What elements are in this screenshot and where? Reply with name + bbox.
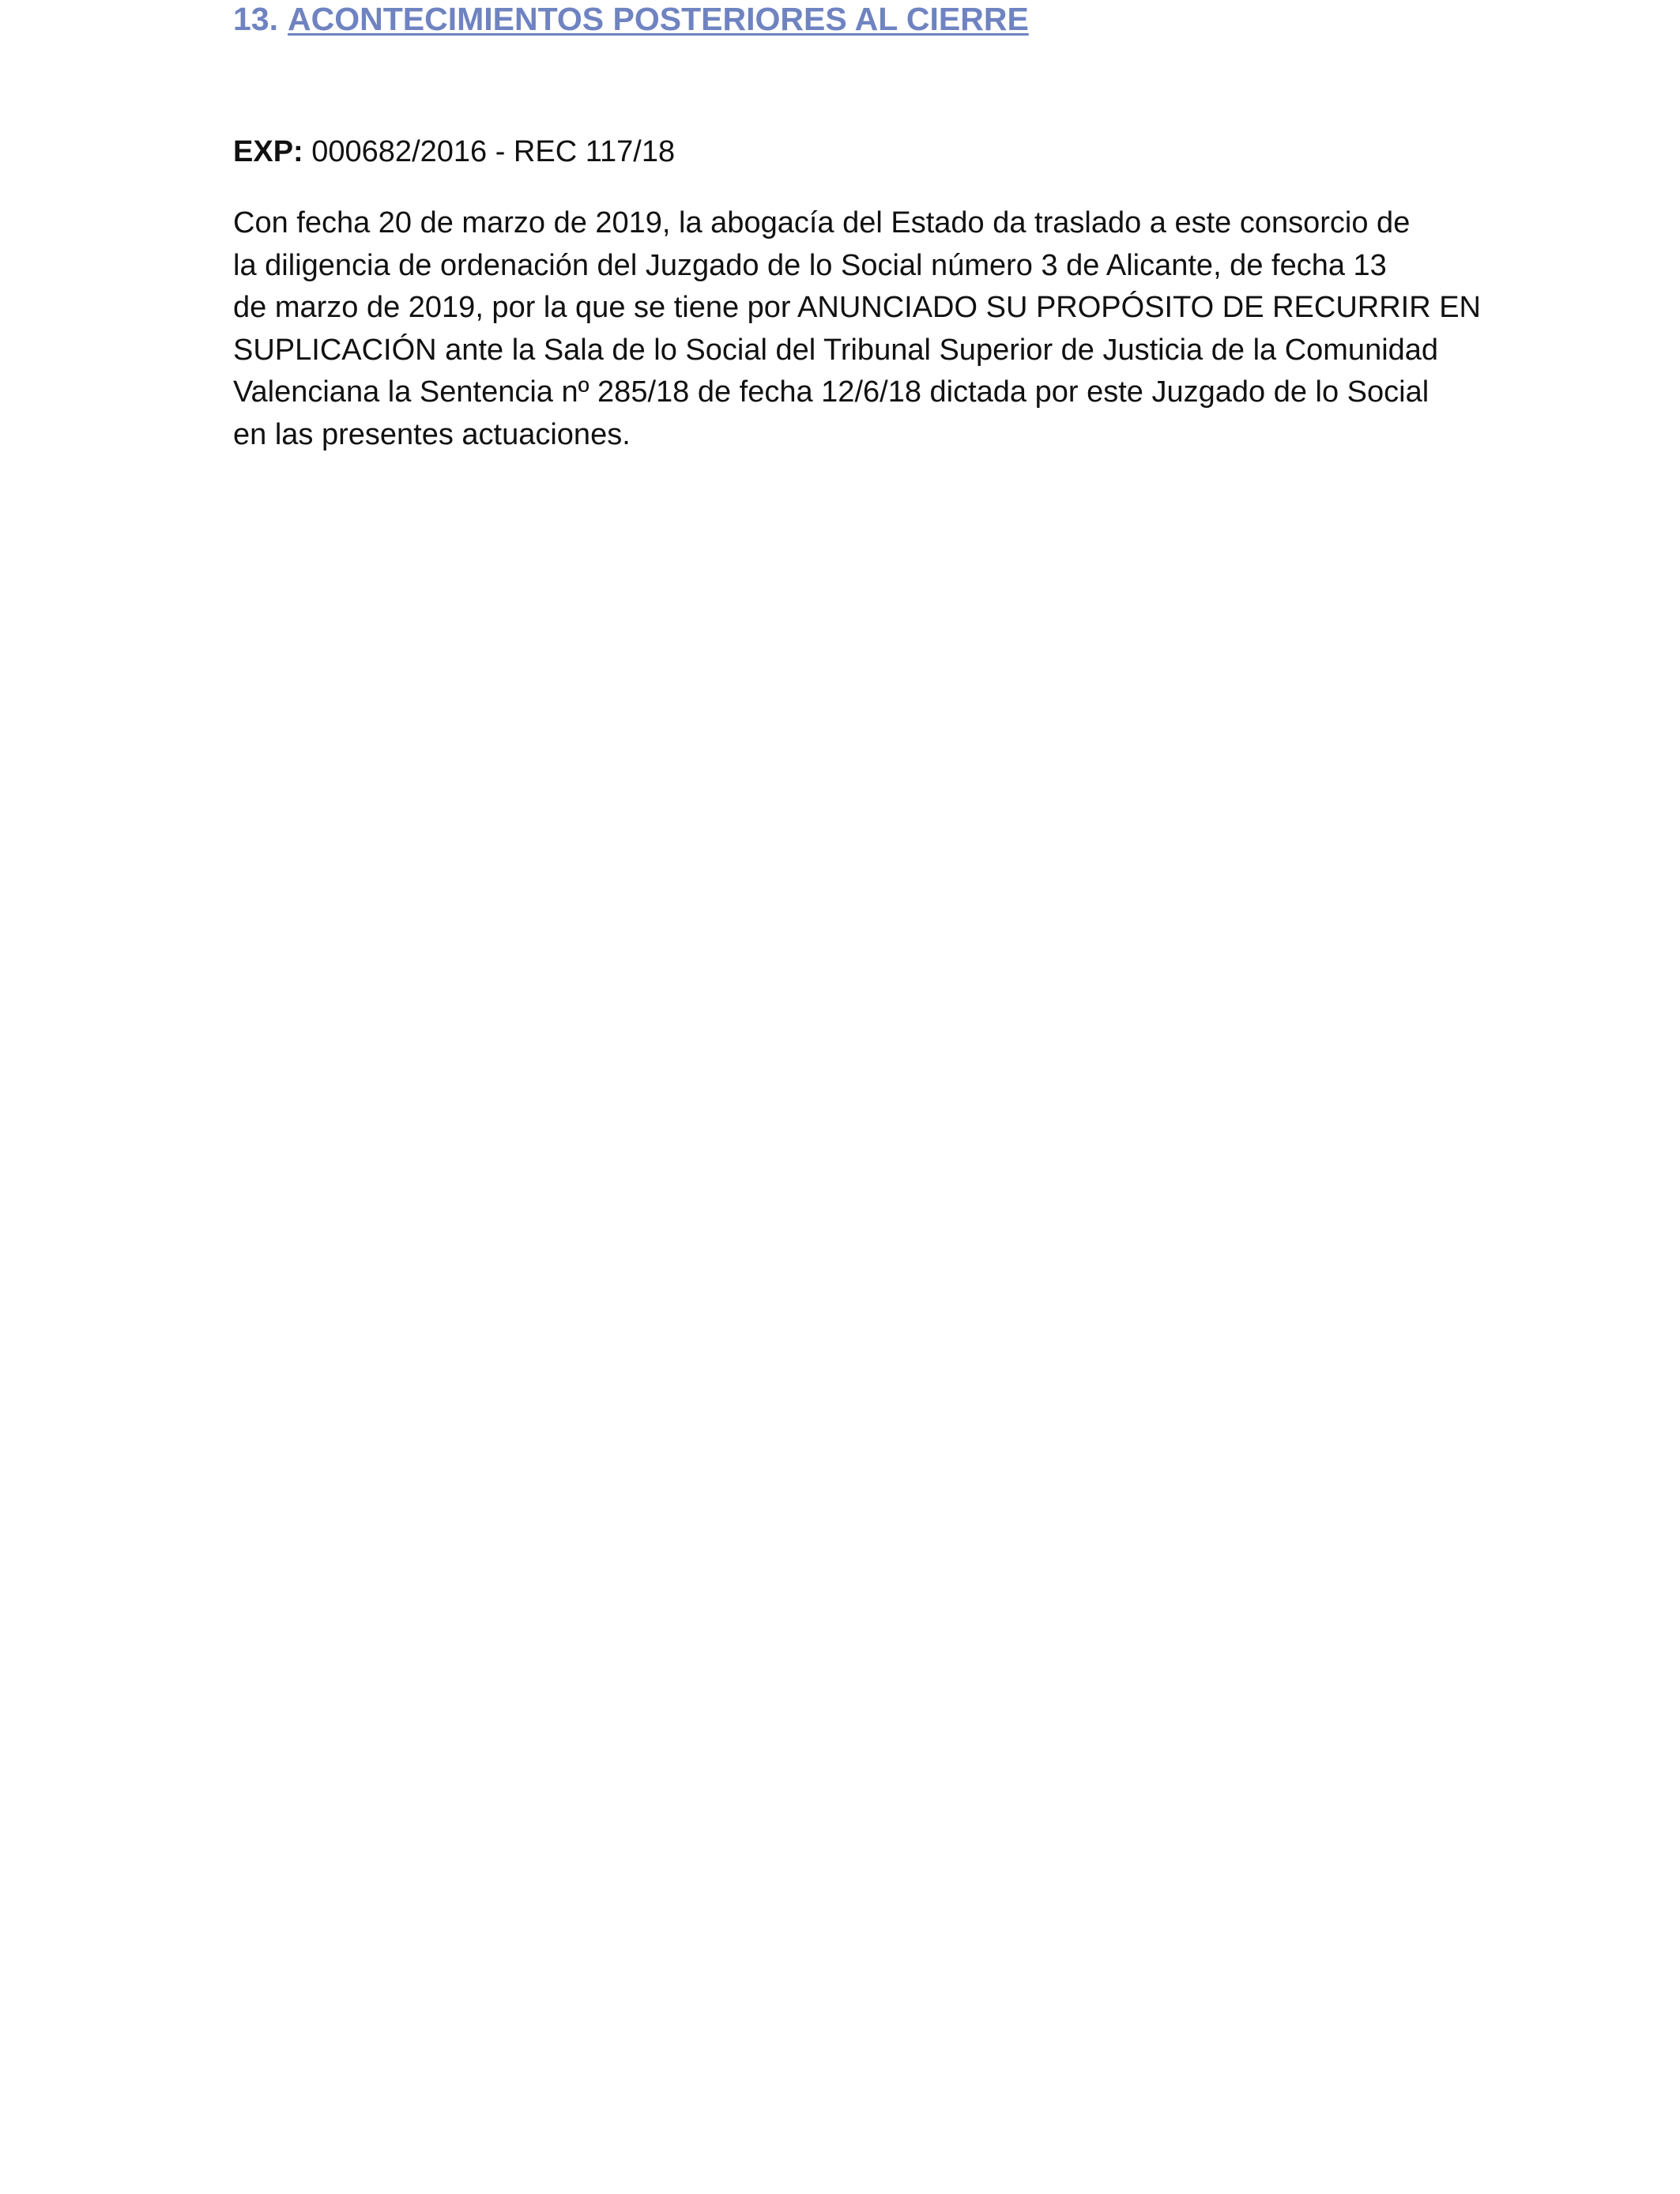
paragraph-line: de marzo de 2019, por la que se tiene por ANUNCIADO SU PROPÓSITO DE RECURRIR EN [233, 291, 1482, 324]
body-paragraph [233, 202, 1482, 456]
expediente-line [233, 131, 1466, 172]
paragraph-line: Con fecha 20 de marzo de 2019, la abogacía del Estado da traslado a este consorcio de [233, 206, 1411, 239]
expediente-value: 000682/2016 - REC 117/18 [311, 135, 676, 168]
section-heading [233, 0, 1466, 38]
paragraph-line: la diligencia de ordenación del Juzgado de lo Social número 3 de Alicante, de fecha 13 [233, 248, 1387, 282]
section-title: ACONTECIMIENTOS POSTERIORES AL CIERRE [288, 1, 1029, 37]
paragraph-line: Valenciana la Sentencia nº 285/18 de fecha 12/6/18 dictada por este Juzgado de lo Social [233, 375, 1430, 409]
expediente-label: EXP: [233, 135, 303, 168]
page-content [233, 0, 1482, 456]
section-number: 13. [233, 1, 278, 37]
paragraph-line: en las presentes actuaciones. [233, 417, 631, 451]
paragraph-line: SUPLICACIÓN ante la Sala de lo Social del Tribunal Superior de Justicia de la Comunidad [233, 333, 1439, 367]
